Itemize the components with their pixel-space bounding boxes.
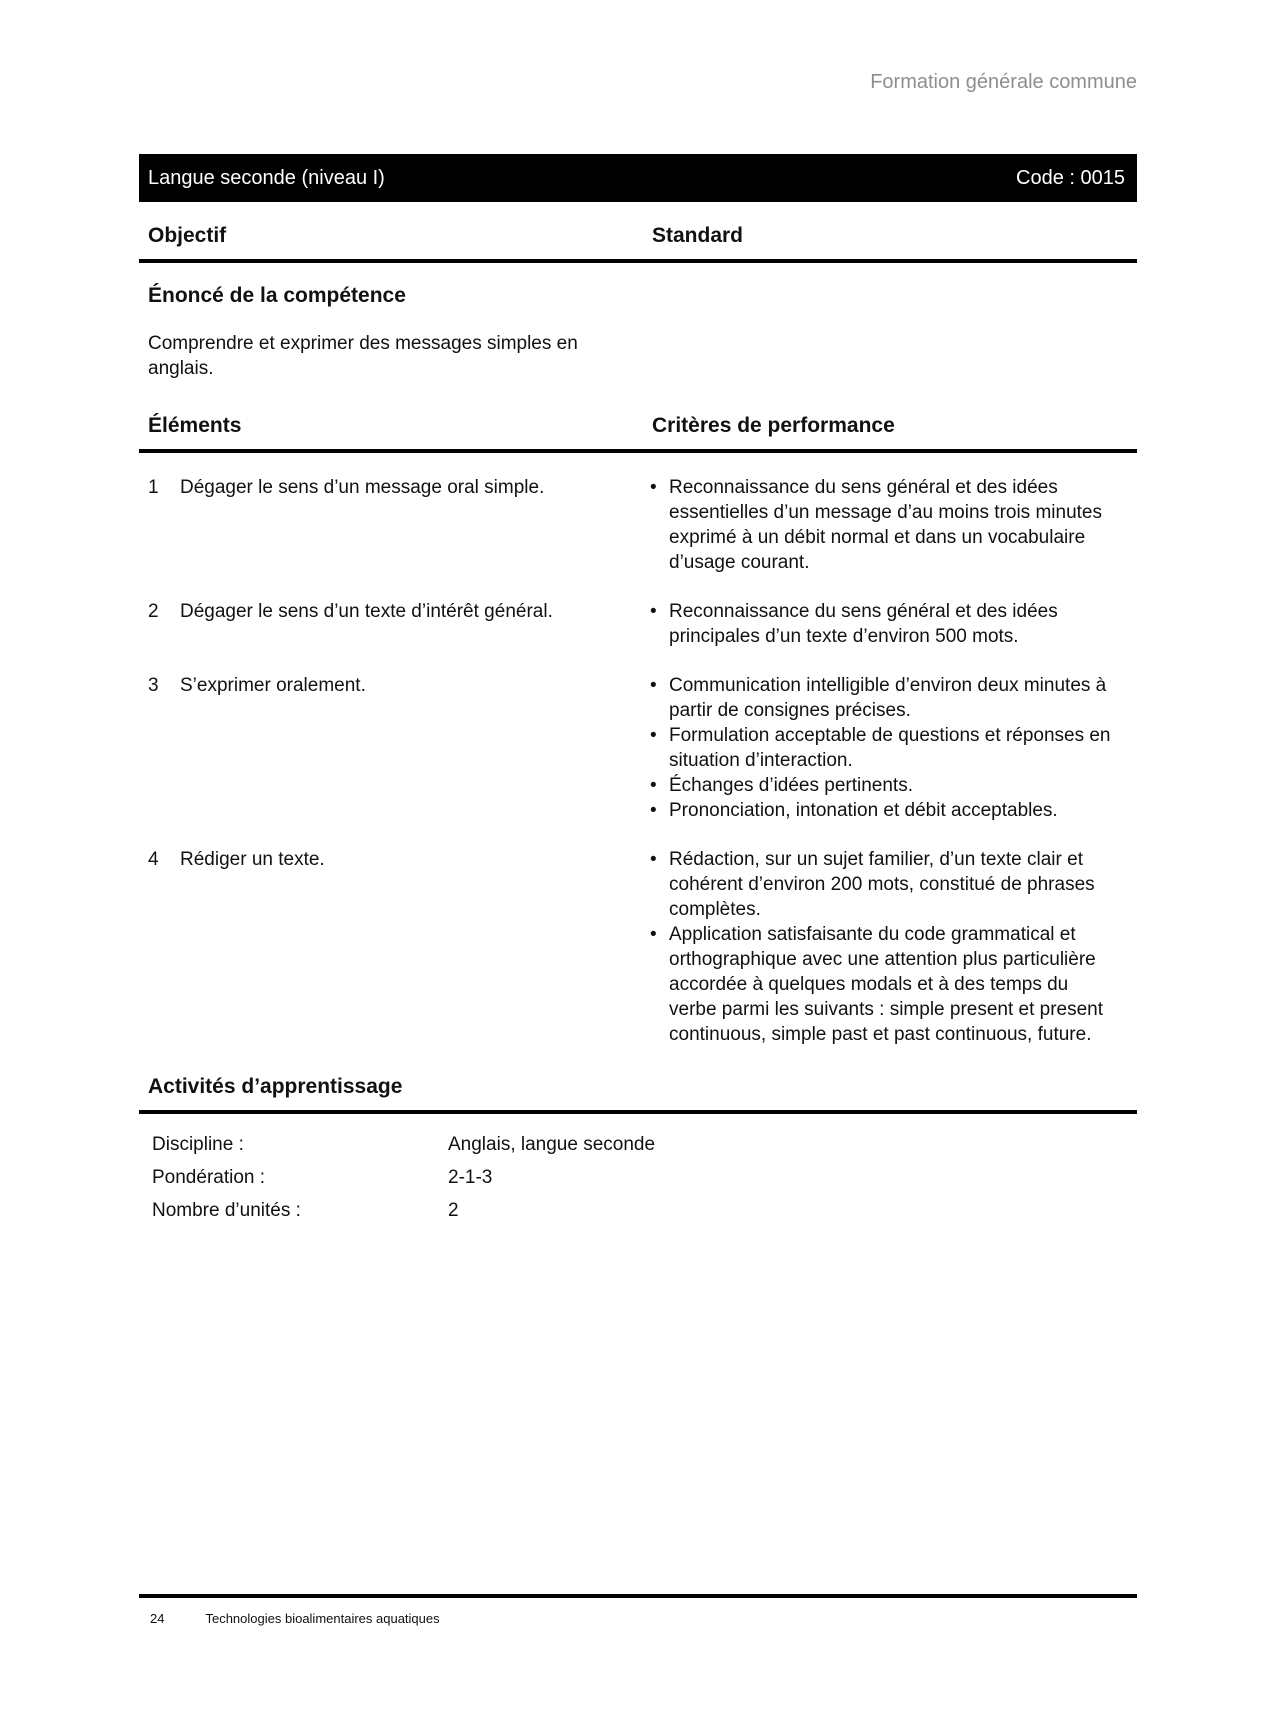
competence-heading: Énoncé de la compétence	[148, 284, 406, 307]
unites-label: Nombre d’unités :	[152, 1200, 301, 1221]
element-row	[139, 475, 1137, 575]
criteria-heading: Critères de performance	[652, 414, 895, 437]
page-footer	[139, 1594, 1137, 1627]
objectif-heading: Objectif	[148, 224, 227, 247]
detail-row	[152, 1161, 1137, 1194]
criterion-text: Reconnaissance du sens général et des idées principales d’un texte d’environ 500 mots.	[669, 601, 1058, 647]
element-row	[139, 673, 1137, 823]
document-page	[139, 70, 1137, 1227]
criterion	[650, 599, 1120, 649]
criterion	[650, 847, 1120, 922]
element-row	[139, 847, 1137, 1047]
discipline-value: Anglais, langue seconde	[448, 1134, 656, 1155]
criteria-cell	[650, 673, 1120, 823]
element-text: Rédiger un texte.	[180, 849, 325, 870]
criteria-cell	[650, 599, 1120, 649]
criterion-text: Rédaction, sur un sujet familier, d’un texte clair et cohérent d’environ 200 mots, constitué de phrases complètes.	[669, 849, 1095, 920]
elements-heading: Éléments	[148, 414, 242, 437]
ponderation-label: Pondération :	[152, 1167, 266, 1188]
criterion-text: Application satisfaisante du code grammatical et orthographique avec une attention plus particulière accordée à quelques modals et à des temps du verbe parmi les suivants : simple present et present continuous, simple past et past continuous, future.	[669, 924, 1104, 1045]
bullet-icon: •	[650, 601, 657, 622]
criterion	[650, 773, 1120, 798]
element-cell	[139, 475, 650, 575]
detail-row	[152, 1128, 1137, 1161]
bullet-icon: •	[650, 725, 657, 746]
footer-title: Technologies bioalimentaires aquatiques	[205, 1611, 440, 1626]
bullet-icon: •	[650, 800, 657, 821]
criterion-text: Communication intelligible d’environ deux minutes à partir de consignes précises.	[669, 675, 1107, 721]
discipline-label: Discipline :	[152, 1134, 244, 1155]
criterion	[650, 798, 1120, 823]
element-number: 2	[148, 601, 159, 622]
page-number: 24	[150, 1611, 165, 1626]
criteria-cell	[650, 475, 1120, 575]
element-number: 1	[148, 477, 159, 498]
course-code: Code : 0015	[1016, 166, 1125, 189]
elements-list	[139, 475, 1137, 1047]
element-number: 4	[148, 849, 159, 870]
element-text: Dégager le sens d’un texte d’intérêt général.	[180, 601, 553, 622]
course-title-bar	[139, 154, 1137, 202]
element-cell	[139, 599, 650, 649]
criterion	[650, 922, 1120, 1047]
course-title: Langue seconde (niveau I)	[148, 166, 385, 189]
bullet-icon: •	[650, 675, 657, 696]
standard-heading: Standard	[652, 224, 744, 247]
criterion-text: Reconnaissance du sens général et des idées essentielles d’un message d’au moins trois minutes exprimé à un débit normal et dans un vocabulaire d’usage courant.	[669, 477, 1102, 573]
ponderation-value: 2-1-3	[448, 1167, 493, 1188]
element-cell	[139, 847, 650, 1047]
detail-row	[152, 1194, 1137, 1227]
criterion-text: Échanges d’idées pertinents.	[669, 775, 913, 796]
element-text: S’exprimer oralement.	[180, 675, 366, 696]
bullet-icon: •	[650, 849, 657, 870]
element-number: 3	[148, 675, 159, 696]
elements-criteria-heading-row	[139, 413, 1137, 453]
unites-value: 2	[448, 1200, 459, 1221]
criteria-cell	[650, 847, 1120, 1047]
element-text: Dégager le sens d’un message oral simple.	[180, 477, 545, 498]
criterion-text: Formulation acceptable de questions et réponses en situation d’interaction.	[669, 725, 1111, 771]
criterion-text: Prononciation, intonation et débit acceptables.	[669, 800, 1058, 821]
element-row	[139, 599, 1137, 649]
footer-content	[139, 1611, 1137, 1627]
objectif-standard-heading-row	[139, 223, 1137, 263]
criterion	[650, 475, 1120, 575]
element-cell	[139, 673, 650, 823]
bullet-icon: •	[650, 775, 657, 796]
bullet-icon: •	[650, 477, 657, 498]
competence-section	[139, 283, 1137, 381]
running-header: Formation générale commune	[870, 71, 1137, 93]
criterion	[650, 723, 1120, 773]
activities-heading: Activités d’apprentissage	[148, 1075, 403, 1098]
competence-text: Comprendre et exprimer des messages simples en anglais.	[148, 333, 578, 379]
criterion	[650, 673, 1120, 723]
bullet-icon: •	[650, 924, 657, 945]
activities-details	[139, 1128, 1137, 1227]
activities-heading-row	[139, 1074, 1137, 1114]
